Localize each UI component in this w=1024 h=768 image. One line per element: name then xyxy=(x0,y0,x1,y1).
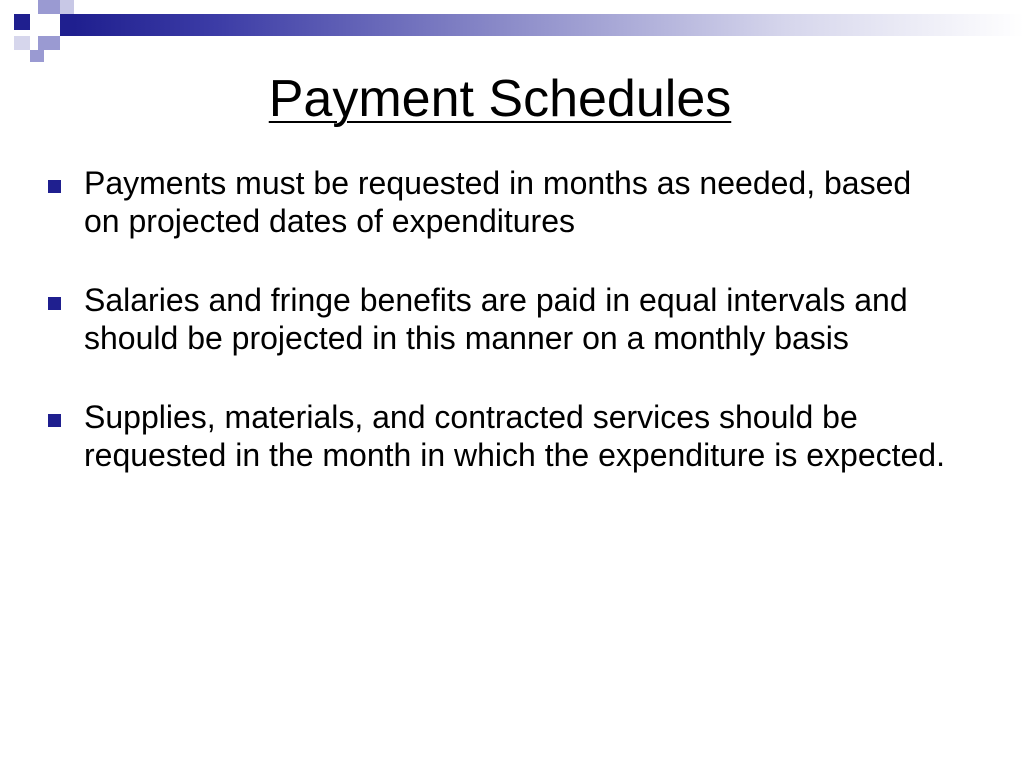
decor-square xyxy=(38,36,60,50)
header-gradient-band xyxy=(74,14,1024,36)
bullet-item xyxy=(0,398,1024,474)
decor-square xyxy=(14,36,30,50)
square-bullet-icon xyxy=(48,180,61,193)
decor-square xyxy=(60,14,74,36)
decor-square xyxy=(30,50,44,62)
square-bullet-icon xyxy=(48,414,61,427)
decor-square xyxy=(60,0,74,14)
bullet-text: Salaries and fringe benefits are paid in equal intervals and should be projected in this manner on a monthly basis xyxy=(84,282,908,356)
bullet-item xyxy=(0,281,1024,357)
bullet-list xyxy=(0,164,1024,515)
slide-header-decoration xyxy=(0,0,1024,70)
decor-square xyxy=(38,0,60,14)
bullet-text: Supplies, materials, and contracted services should be requested in the month in which the expenditure is expected. xyxy=(84,399,945,473)
slide-title: Payment Schedules xyxy=(268,70,732,128)
bullet-item xyxy=(0,164,1024,240)
bullet-text: Payments must be requested in months as needed, based on projected dates of expenditures xyxy=(84,165,912,239)
decor-square xyxy=(14,14,30,30)
square-bullet-icon xyxy=(48,297,61,310)
